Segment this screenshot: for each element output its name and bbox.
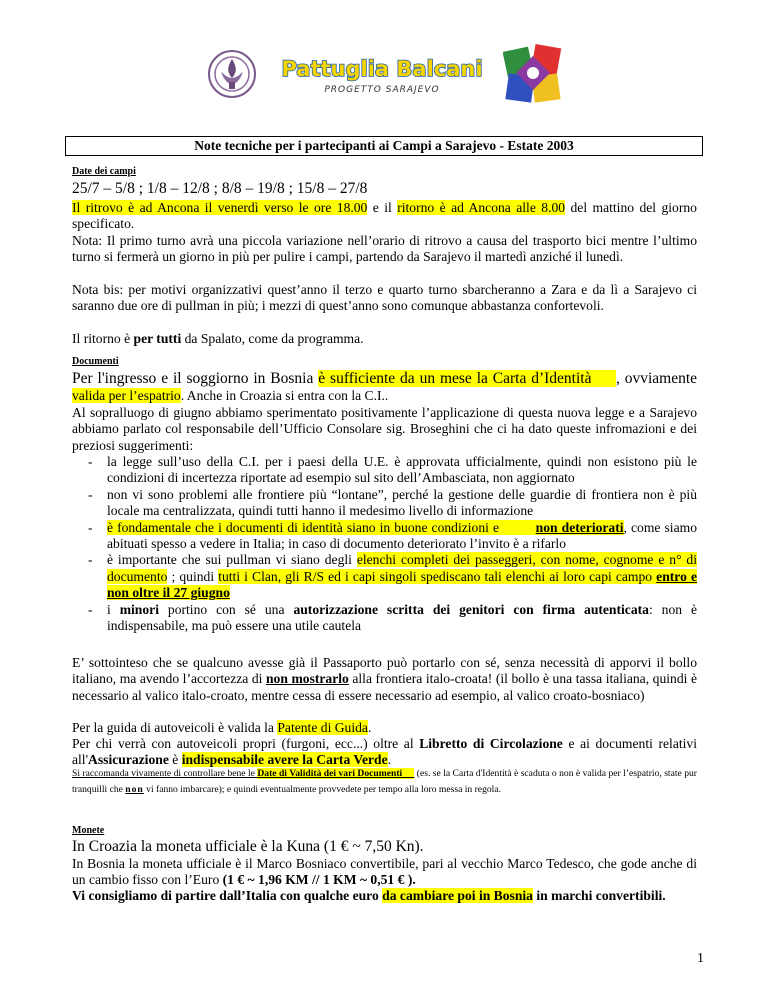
docs-intro-paragraph: Per l'ingresso e il soggiorno in Bosnia è sufficiente da un mese la Carta d’Identità , ovviamente valida per l’espatrio. Anche in Croazia si entra con la C.I.. bbox=[72, 370, 698, 403]
docs-survey-paragraph: Al sopralluogo di giugno abbiamo sperimentato positivamente l’applicazione di questa nuova legge e a Sarajevo abbiamo parlato col responsabile dell’Ufficio Consolare sig. Broseghini che ci ha dato queste infromazioni e dei preziosi suggerimenti: bbox=[72, 405, 697, 453]
meeting-highlight: Il ritrovo è ad Ancona il venerdì verso le ore 18.00 bbox=[72, 200, 368, 215]
exchange-advice: Vi consigliamo di partire dall’Italia con qualche euro da cambiare poi in Bosnia in marchi convertibili. bbox=[72, 888, 666, 903]
driving-license-paragraph: Per la guida di autoveicoli è valida la Patente di Guida. bbox=[72, 720, 372, 735]
meeting-paragraph: Il ritrovo è ad Ancona il venerdì verso le ore 18.00 e il ritorno è ad Ancona alle 8.00 del mattino del giorno specificato. bbox=[72, 200, 697, 232]
list-item: - la legge sull’uso della C.I. per i paesi della U.E. è approvata ufficialmente, quindi non esistono più le condizioni di incertezza riportate ad esempio sul sito dell’Ambasciata, non aggiornato bbox=[72, 454, 697, 487]
colorful-cross-logo bbox=[503, 43, 563, 105]
pattuglia-balcani-logo bbox=[282, 52, 482, 96]
docs-list bbox=[72, 454, 697, 634]
validity-note: Si raccomanda vivamente di controllare bene le Date di Validità dei vari Documenti (es. se la Carta d'Identità è scaduta o non è valida per l’espatrio, state pur tranquilli che non vi fanno imbarcare); e quindi eventualmente provvedete per tempo alla loro messa in regola. bbox=[72, 768, 697, 795]
passport-paragraph: E’ sottointeso che se qualcuno avesse già il Passaporto può portarlo con sé, senza necessità di apporvi il bollo italiano, ma avendo l’accortezza di non mostrarlo alla frontiera italo-croata! (il bollo è una tassa italiana, quindi è necessario al valico italo-croato, mentre cessa di essere necessario ad esempio, al valico croato-bosniaco) bbox=[72, 655, 697, 703]
heading-monete: Monete bbox=[72, 825, 105, 836]
vehicle-paragraph: Per chi verrà con autoveicoli propri (furgoni, ecc...) oltre al Libretto di Circolazione e ai documenti relativi all'Assicurazione è indispensabile avere la Carta Verde. bbox=[72, 736, 697, 768]
svg-text:Pattuglia Balcani: Pattuglia Balcani bbox=[282, 57, 482, 81]
heading-date-campi: Date dei campi bbox=[72, 166, 136, 177]
list-item: - è fondamentale che i documenti di identità siano in buone condizioni e non deteriorati, come siamo abituati spesso a vedere in Italia; in caso di documento deteriorato l’invito è a rifarlo bbox=[72, 520, 697, 553]
scout-emblem-logo bbox=[207, 48, 257, 100]
heading-documenti: Documenti bbox=[72, 356, 119, 367]
bosnia-currency: In Bosnia la moneta ufficiale è il Marco Bosniaco convertibile, pari al vecchio Marco Tedesco, che gode anche di un cambio fisso con l’Euro (1 € ~ 1,96 KM // 1 KM ~ 0,51 € ). bbox=[72, 856, 697, 888]
return-paragraph: Il ritorno è per tutti da Spalato, come da programma. bbox=[72, 331, 364, 346]
list-item: - i minori portino con sé una autorizzazione scritta dei genitori con firma autenticata: non è indispensabile, ma può essere una utile cautela bbox=[72, 602, 697, 635]
return-highlight: ritorno è ad Ancona alle 8.00 bbox=[397, 200, 566, 215]
svg-text:PROGETTO SARAJEVO: PROGETTO SARAJEVO bbox=[324, 85, 440, 95]
note-paragraph: Nota: Il primo turno avrà una piccola variazione nell’orario di ritrovo a causa del trasporto bici mentre l’ultimo turno si fermerà un giorno in più per pulire i campi, partendo da Sarajevo il martedì anziché il lunedì. bbox=[72, 233, 697, 265]
list-item: - è importante che sui pullman vi siano degli elenchi completi dei passeggeri, con nome, cognome e n° di documento ; quindi tutti i Clan, gli R/S ed i capi singoli spediscano tali elenchi ai loro capi campo entro e non oltre il 27 giugno bbox=[72, 552, 697, 601]
document-title: Note tecniche per i partecipanti ai Campi a Sarajevo - Estate 2003 bbox=[65, 136, 703, 156]
list-item: - non vi sono problemi alle frontiere più “lontane”, perché la gestione delle guardie di frontiera non è più locale ma centralizzata, quindi tutti hanno il medesimo livello di informazione bbox=[72, 487, 697, 520]
dates-line: 25/7 – 5/8 ; 1/8 – 12/8 ; 8/8 – 19/8 ; 15/8 – 27/8 bbox=[72, 180, 368, 197]
id-card-highlight: è sufficiente da un mese la Carta d’Identità bbox=[318, 370, 592, 387]
page-number: 1 bbox=[697, 951, 704, 966]
note-bis-paragraph: Nota bis: per motivi organizzativi quest’anno il terzo e quarto turno sbarcheranno a Zara e da lì a Sarajevo ci saranno due ore di pullman in più; i mezzi di quest’anno sono comunque abbastanza confortevoli. bbox=[72, 282, 697, 314]
croatia-currency: In Croazia la moneta ufficiale è la Kuna (1 € ~ 7,50 Kn). bbox=[72, 838, 424, 855]
